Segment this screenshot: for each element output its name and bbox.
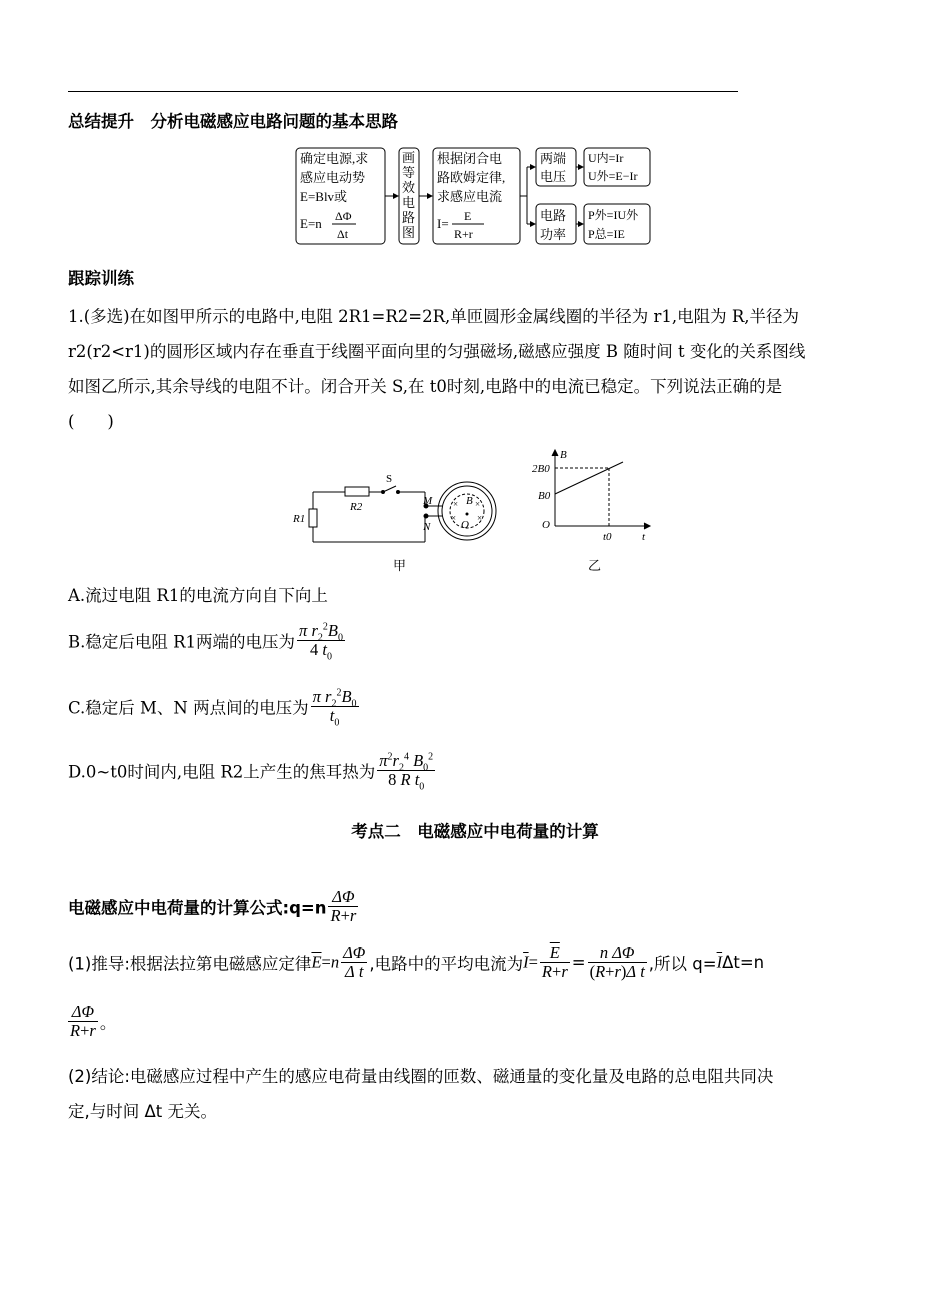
- b1-l3: E=Blv或: [300, 189, 348, 204]
- label-jia: 甲: [393, 558, 407, 573]
- b5-f1: P外=IU外: [588, 208, 639, 222]
- switch-s: [383, 486, 396, 492]
- q1-line1: 1.(多选)在如图甲所示的电路中,电阻 2R1=R2=2R,单匝圆形金属线圈的半径为 r1,电阻为 R,半径为: [68, 307, 800, 326]
- q1-bracket: ( ): [68, 412, 114, 431]
- b2-c3: 效: [402, 180, 416, 195]
- b4-f2: U外=E−Ir: [588, 169, 638, 183]
- flowchart: [294, 144, 654, 248]
- axis-t: t: [642, 531, 646, 543]
- label-o: O: [461, 519, 469, 531]
- b3-l2: 路欧姆定律,: [437, 170, 506, 185]
- top-rule: [68, 91, 738, 92]
- figure-yi-graph: [530, 446, 660, 576]
- label-r2: R2: [350, 501, 363, 513]
- tick-b0: B0: [538, 490, 551, 502]
- b2-c4: 电: [402, 195, 416, 210]
- option-c: C.稳定后 M、N 两点间的电压为 $\frac{\pi r_2^2B_0}{t_0}$: [68, 687, 357, 729]
- svg-text:×: ×: [453, 499, 459, 509]
- b1-den: Δt: [337, 227, 349, 241]
- label-s: S: [386, 473, 393, 485]
- label-yi: 乙: [588, 558, 602, 573]
- b3-l3: 求感应电流: [437, 189, 503, 204]
- b2-c2: 等: [402, 165, 416, 180]
- charge-formula: 电磁感应中电荷量的计算公式:q=n $\frac{\Delta\Phi}{R+r}$: [68, 887, 357, 925]
- b3-l1: 根据闭合电: [437, 151, 503, 166]
- coil-outer: [438, 482, 496, 540]
- label-r1: R1: [293, 513, 306, 525]
- figure-jia-circuit: [290, 470, 510, 580]
- q1-line3: 如图乙所示,其余导线的电阻不计。闭合开关 S,在 t0时刻,电路中的电流已稳定。下列说法正确的是: [68, 377, 783, 396]
- b5-f2: P总=IE: [588, 227, 625, 241]
- label-n: N: [423, 521, 431, 533]
- option-d: D.0~t0时间内,电阻 R2上产生的焦耳热为 $\frac{\pi^2r_2^4 B_0^2}{8 R t_0}$: [68, 751, 434, 793]
- resistor-r1: [309, 509, 317, 527]
- b2-c1: 画: [402, 150, 416, 165]
- derivation-result: $\frac{\Delta\Phi}{R+r}$ 。: [70, 1002, 117, 1040]
- b4-l2: 电压: [540, 169, 567, 184]
- practice-heading: 跟踪训练: [68, 269, 134, 288]
- b4-f1: U内=Ir: [588, 151, 624, 165]
- svg-text:×: ×: [451, 513, 457, 523]
- b1-l1: 确定电源,求: [300, 151, 369, 166]
- b3-l4: I=: [437, 216, 449, 231]
- resistor-r2: [345, 487, 369, 496]
- label-m: M: [423, 495, 433, 507]
- tick-2b0: 2B0: [532, 463, 550, 475]
- b3-den: R+r: [454, 227, 473, 241]
- derivation-line: (1)推导:根据法拉第电磁感应定律$\overline{E}=n$ $\frac{\Delta\Phi}{\text{Δ t}}$ ,电路中的平均电流为$\overline{I}=$ $\frac{\overline{E}}{R+r}$ = $\frac{\text{n ΔΦ}}{\text{(R+r)Δ t}}$ ,所以 $q=\overline{I}\Delta t=n$: [68, 943, 765, 981]
- b5-l1: 电路: [540, 208, 567, 223]
- b1-l4: E=n: [300, 216, 322, 231]
- b5-l2: 功率: [540, 227, 567, 242]
- option-b: B.稳定后电阻 R1两端的电压为 $\frac{\pi r_2^2B_0}{4 t_0}$: [68, 621, 343, 663]
- axis-b: B: [560, 449, 567, 461]
- b3-num: E: [464, 209, 472, 223]
- option-a: A.流过电阻 R1的电流方向自下向上: [68, 586, 328, 605]
- section2-title: 考点二 电磁感应中电荷量的计算: [351, 822, 599, 841]
- b1-l2: 感应电动势: [300, 170, 366, 185]
- b2-c6: 图: [402, 225, 416, 240]
- b1-num: ΔΦ: [335, 209, 352, 223]
- label-b: B: [466, 495, 473, 507]
- conclusion-line2: 定,与时间 Δt 无关。: [68, 1102, 217, 1121]
- svg-text:×: ×: [477, 513, 483, 523]
- svg-text:×: ×: [475, 499, 481, 509]
- q1-line2: r2(r2<r1)的圆形区域内存在垂直于线圈平面向里的匀强磁场,磁感应强度 B 随时间 t 变化的关系图线: [68, 342, 806, 361]
- tick-t0: t0: [603, 531, 612, 543]
- b2-c5: 路: [402, 210, 416, 225]
- origin-o: O: [542, 519, 550, 531]
- summary-heading: 总结提升 分析电磁感应电路问题的基本思路: [68, 112, 398, 131]
- b-t-line: [555, 462, 623, 494]
- b4-l1: 两端: [540, 151, 567, 166]
- conclusion-line1: (2)结论:电磁感应过程中产生的感应电荷量由线圈的匝数、磁通量的变化量及电路的总电阻共同决: [68, 1067, 774, 1086]
